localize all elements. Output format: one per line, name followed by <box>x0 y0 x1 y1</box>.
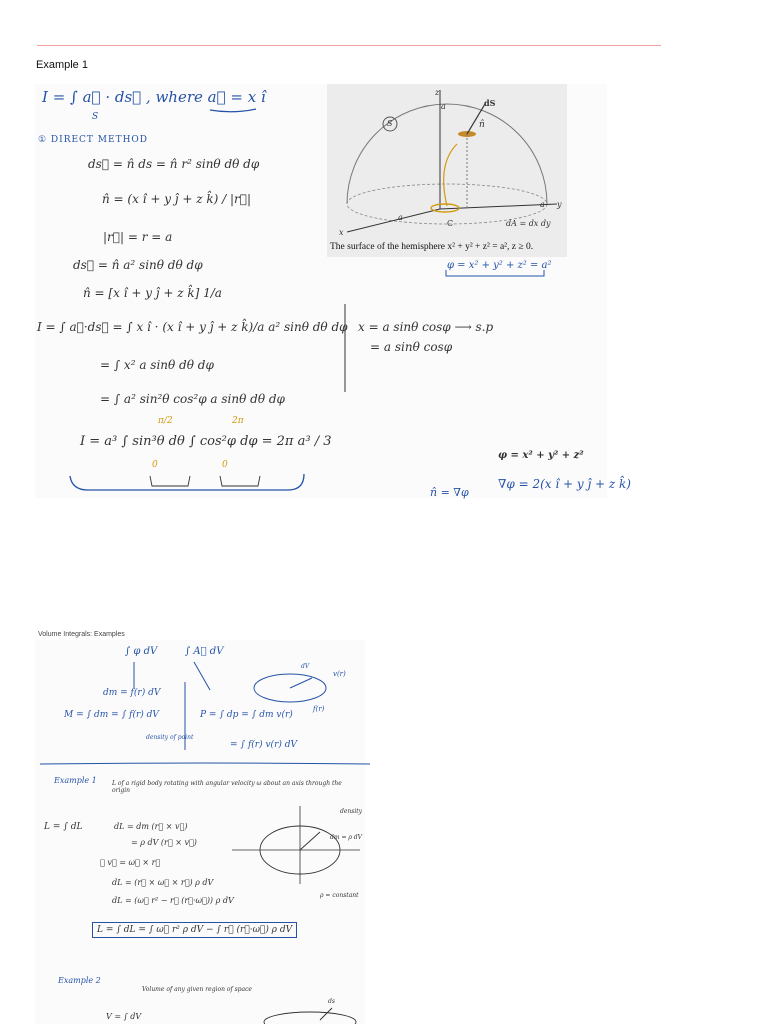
dm-equation: dm = f(r) dV <box>103 688 161 698</box>
axis-z-label: z <box>435 88 440 97</box>
vector-volume-integral: ∫ A⃗ dV <box>185 646 224 657</box>
phi-equation: φ = x² + y² + z² <box>498 450 584 461</box>
ds-vector-label: dS <box>484 98 496 108</box>
axis-x-label: x <box>339 228 344 237</box>
section-rule <box>40 762 370 766</box>
dL-equation-4: dL = (ω⃗ r² − r⃗ (r⃗·ω⃗)) ρ dV <box>112 896 234 905</box>
curve-C-label: C <box>447 219 454 228</box>
momentum-equation: P = ∫ dp = ∫ dm v(r) <box>200 710 293 720</box>
integral-subscript: S <box>92 112 99 122</box>
region-sketch <box>260 1000 360 1024</box>
axis-y-label: y <box>557 200 562 209</box>
body-sketch <box>250 668 330 708</box>
equation-b: = ∫ x² a sinθ dθ dφ <box>100 358 214 372</box>
I-equation: I = ∫ a⃗·ds⃗ = ∫ x î · (x î + y ĵ + z k̂)/a a² sinθ dθ dφ <box>37 320 348 334</box>
density-note: density of point <box>146 734 194 741</box>
x-equation: x = a sinθ cosφ ⟶ s.p <box>358 320 494 334</box>
normal-label: n̂ <box>479 120 485 130</box>
ds-label: ds <box>328 998 335 1005</box>
surface-label: S <box>387 119 393 128</box>
example-1-text: L of a rigid body rotating with angular velocity ω about an axis through the origin <box>112 780 342 794</box>
header-rule <box>37 45 661 46</box>
example-2-label: Example 2 <box>58 976 101 985</box>
velocity-label: v(r) <box>333 670 346 678</box>
panel2-divider <box>183 682 187 752</box>
velocity-equation: ∵ v⃗ = ω⃗ × r⃗ <box>100 858 161 867</box>
phi-bracket <box>444 268 548 280</box>
x-equation-2: = a sinθ cosφ <box>370 340 453 354</box>
scalar-volume-integral: ∫ φ dV <box>125 646 158 657</box>
a-right-label: a <box>540 200 545 209</box>
dL-equation-1: dL = dm (r⃗ × v⃗) <box>114 822 188 831</box>
example-1-label: Example 1 <box>54 776 97 785</box>
a-top-label: a <box>441 102 446 111</box>
integral-definition: I = ∫ a⃗ · ds⃗ , where a⃗ = x î <box>42 88 266 106</box>
n-equation-2: n̂ = [x î + y ĵ + z k̂] 1/a <box>83 286 222 300</box>
a-left-label: a <box>398 213 403 222</box>
final-equation: I = a³ ∫ sin³θ dθ ∫ cos²φ dφ = 2π a³ / 3 <box>80 434 332 449</box>
rotating-body-sketch <box>232 806 362 886</box>
rho-constant: ρ = constant <box>320 892 359 899</box>
vertical-divider <box>343 304 347 394</box>
normal-gradient: n̂ = ∇φ <box>430 486 469 499</box>
underline-a <box>208 106 258 114</box>
limit-zero-a: 0 <box>152 460 158 470</box>
figure-caption: The surface of the hemisphere x² + y² + z² = a², z ≥ 0. <box>330 242 534 252</box>
dL-equation-2: = ρ dV (r⃗ × v⃗) <box>131 838 197 847</box>
dv-label: dV <box>301 663 310 670</box>
density-function-label: f(r) <box>313 705 325 713</box>
volume-equation: V = ∫ dV <box>106 1012 142 1021</box>
r-equation: |r⃗| = r = a <box>103 230 173 244</box>
density-label: density <box>340 808 363 815</box>
area-element-label: dA = dx dy <box>506 219 551 228</box>
dm-label: dm = ρ dV <box>330 834 362 841</box>
L-boxed-result: L = ∫ dL = ∫ ω⃗ r² ρ dV − ∫ r⃗ (r⃗·ω⃗) ρ dV <box>92 922 297 938</box>
equation-c: = ∫ a² sin²θ cos²φ a sinθ dθ dφ <box>100 392 285 406</box>
phi-equation-blue: φ = x² + y² + z² = a² <box>447 260 552 271</box>
angular-momentum: L = ∫ dL <box>44 822 83 832</box>
page-title: Example 1 <box>36 59 88 71</box>
mass-equation: M = ∫ dm = ∫ f(r) dV <box>64 710 159 720</box>
momentum-equation-2: = ∫ f(r) v(r) dV <box>230 740 297 750</box>
gradient-phi: ∇φ = 2(x î + y ĵ + z k̂) <box>498 477 631 491</box>
limit-zero-b: 0 <box>222 460 228 470</box>
dL-equation-3: dL = (r⃗ × ω⃗ × r⃗) ρ dV <box>112 878 214 887</box>
example-2-text: Volume of any given region of space <box>142 986 252 993</box>
limit-pi-half: π/2 <box>158 416 173 426</box>
method-label: ① DIRECT METHOD <box>38 135 149 145</box>
ds-equation: ds⃗ = n̂ ds = n̂ r² sinθ dθ dφ <box>88 157 260 171</box>
n-equation: n̂ = (x î + y ĵ + z k̂) / |r⃗| <box>102 192 251 206</box>
bottom-brace <box>68 470 308 494</box>
volume-heading: Volume Integrals: Examples <box>38 631 125 638</box>
limit-two-pi: 2π <box>232 416 244 426</box>
ds-equation-2: ds⃗ = n̂ a² sinθ dθ dφ <box>73 258 203 272</box>
